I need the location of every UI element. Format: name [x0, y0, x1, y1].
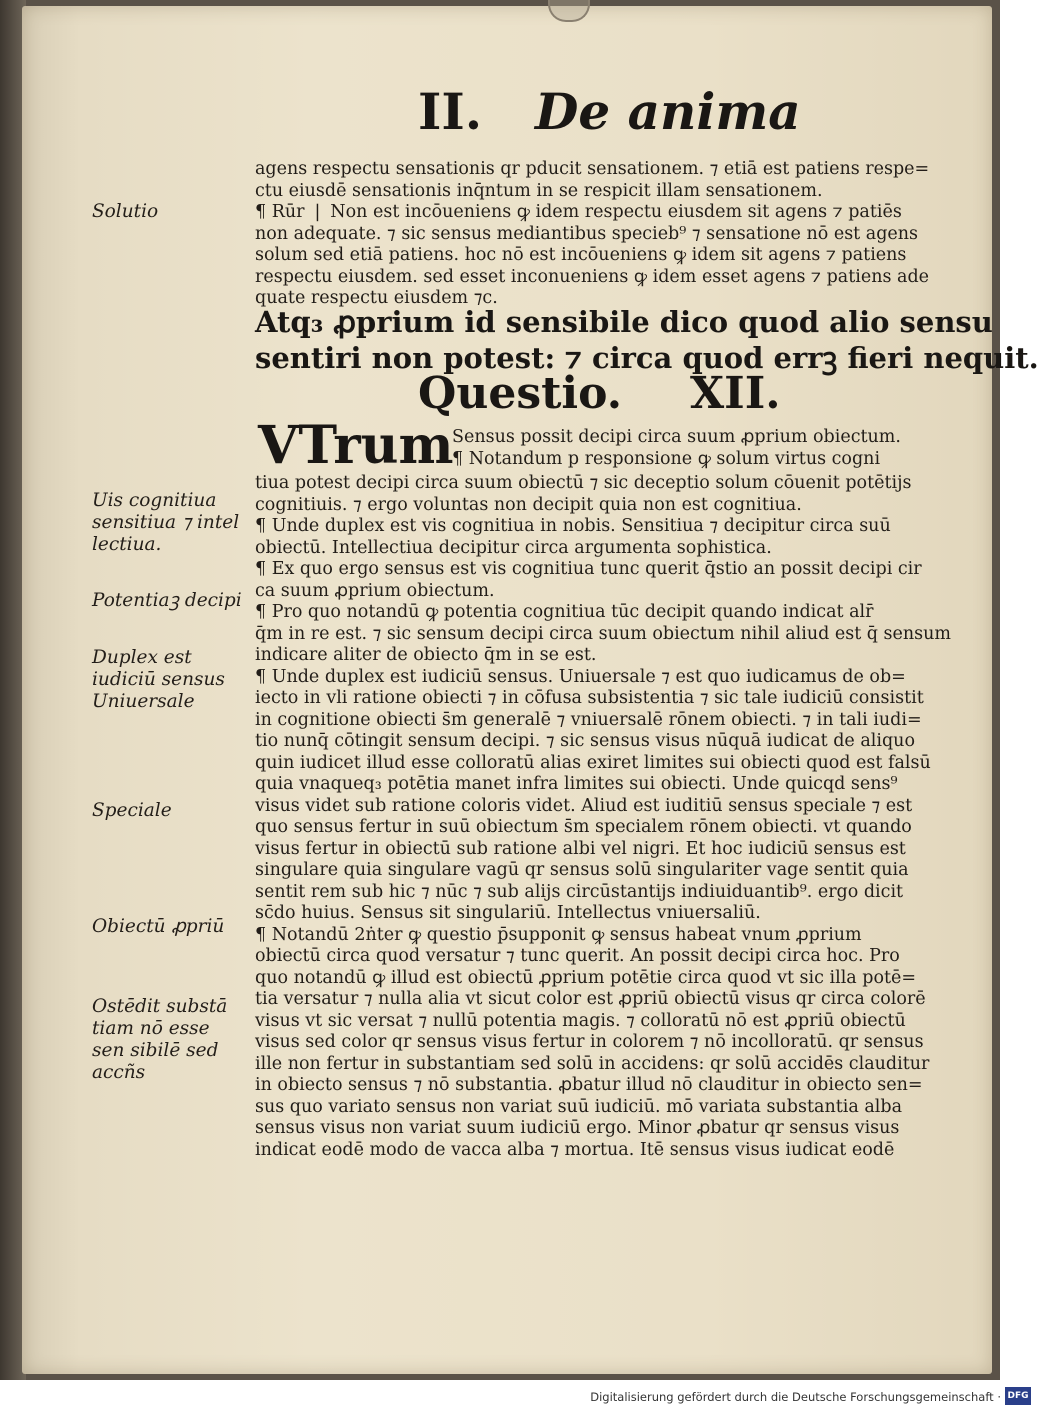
- text-line: sentit rem sub hic ⁊ nūc ⁊ sub alijs circūstantijs indiuiduantib⁹. ergo dicit: [255, 881, 904, 902]
- text-line: non adequate. ⁊ sic sensus mediantibus specieb⁹ ⁊ sensatione nō est agens: [255, 223, 919, 244]
- text-line: sensus visus non variat suum iudiciū ergo. Minor ꝓbatur qr sensus visus: [255, 1118, 900, 1138]
- running-header: [0, 82, 1000, 152]
- question-title: Questio.: [418, 368, 623, 419]
- folio-number: II.: [418, 82, 483, 141]
- text-line: sus quo variato sensus non variat suū iudiciū. mō variata substantia alba: [255, 1096, 903, 1117]
- text-line: ¶ Pro quo notandū ꝙ potentia cognitiua tūc decipit quando indicat alr̄: [255, 602, 874, 622]
- marginal-note-speciale: Speciale: [92, 800, 172, 821]
- marginal-note-duplex: Duplex est iudiciū sensus Uniuersale: [92, 647, 225, 712]
- text-line: ¶ Ex quo ergo sensus est vis cognitiua tunc querit q̄stio an possit decipi cir: [255, 559, 922, 579]
- text-line: in obiecto sensus ⁊ nō substantia. ꝓbatur illud nō clauditur in obiecto sen=: [255, 1075, 923, 1095]
- lemma-line-2: sentiri non potest: ⁊ circa quod errꝫ fieri nequit.: [255, 341, 1039, 375]
- lemma-line-1: Atq₃ ꝓprium id sensibile dico quod alio sensu: [255, 305, 993, 339]
- text-line: indicat eodē modo de vacca alba ⁊ mortua. Itē sensus visus iudicat eodē: [255, 1139, 895, 1160]
- initial-line-2: ¶ Notandum p responsione ꝙ solum virtus cogni: [452, 449, 881, 469]
- text-line: visus fertur in obiectū sub ratione albi vel nigri. Et hoc iudiciū sensus est: [255, 838, 906, 859]
- text-line: tio nunq̄ cōtingit sensum decipi. ⁊ sic sensus visus nūquā iudicat de aliquo: [255, 731, 915, 751]
- text-line: visus videt sub ratione coloris videt. Aliud est iuditiū sensus speciale ⁊ est: [255, 795, 913, 816]
- text-line: quin iudicet illud esse colloratū alias exiret limites sui obiecti quod est falsū: [255, 752, 931, 773]
- text-line: singulare quia singulare vagū qr sensus solū singulariter vage sentit quia: [255, 860, 909, 880]
- text-line: ¶ Unde duplex est vis cognitiua in nobis. Sensitiua ⁊ decipitur circa suū: [255, 516, 891, 536]
- text-line: obiectū circa quod versatur ⁊ tunc querit. An possit decipi circa hoc. Pro: [255, 946, 900, 966]
- running-title: De anima: [535, 82, 801, 141]
- text-line: quo notandū ꝙ illud est obiectū ꝓprium potētie circa quod vt sic illa potē=: [255, 967, 917, 988]
- text-line: agens respectu sensationis qr pducit sensationem. ⁊ etiā est patiens respe=: [255, 159, 930, 179]
- text-line: iecto in vli ratione obiecti ⁊ in cōfusa subsistentia ⁊ sic tale iudiciū consistit: [255, 688, 924, 708]
- initial-word: VTrum: [258, 415, 454, 476]
- text-line: obiectū. Intellectiua decipitur circa argumenta sophistica.: [255, 537, 772, 558]
- text-line: ille non fertur in substantiam sed solū in accidens: qr solū accidēs clauditur: [255, 1053, 930, 1074]
- text-line: visus sed color qr sensus visus fertur in colorem ⁊ nō incolloratū. qr sensus: [255, 1032, 924, 1052]
- text-line: respectu eiusdem. sed esset inconueniens ꝙ idem esset agens ⁊ patiens ade: [255, 266, 930, 287]
- text-line: ¶ Rūr ❘ Non est incōueniens ꝙ idem respectu eiusdem sit agens ⁊ patiēs: [255, 202, 902, 222]
- marginal-note-potentiam: Potentiaꝫ decipi: [92, 590, 242, 611]
- text-line: quo sensus fertur in suū obiectum s̄m specialem rōnem obiecti. vt quando: [255, 817, 912, 837]
- text-line: solum sed etiā patiens. hoc nō est incōueniens ꝙ idem sit agens ⁊ patiens: [255, 245, 907, 265]
- digitization-credit: Digitalisierung gefördert durch die Deutsche Forschungsgemeinschaft ·: [590, 1390, 1001, 1404]
- text-line: indicare aliter de obiecto q̄m in se est.: [255, 645, 597, 665]
- text-line: q̄m in re est. ⁊ sic sensum decipi circa suum obiectum nihil aliud est q̄ sensum: [255, 623, 952, 644]
- text-line: visus vt sic versat ⁊ nullū potentia magis. ⁊ colloratū nō est ꝓpriū obiectū: [255, 1010, 906, 1031]
- text-line: ctu eiusdē sensationis inq̄ntum in se respicit illam sensationem.: [255, 180, 823, 201]
- marginal-note-ostendit: Ostēdit substā tiam nō esse sen sibilē sed accñs: [92, 996, 228, 1083]
- marginal-note-vis-cognitiva: Uis cognitiua sensitiua ⁊ intel lectiua.: [92, 490, 240, 555]
- text-line: quate respectu eiusdem ⁊c.: [255, 288, 498, 308]
- dfg-logo: DFG: [1005, 1387, 1031, 1405]
- text-line: in cognitione obiecti s̄m generalē ⁊ vniuersalē rōnem obiecti. ⁊ in tali iudi=: [255, 709, 922, 730]
- initial-line-1: Sensus possit decipi circa suum ꝓprium obiectum.: [452, 427, 901, 447]
- marginal-note-obiectum: Obiectū ꝓpriū: [92, 916, 225, 937]
- text-line: ¶ Unde duplex est iudiciū sensus. Uniuersale ⁊ est quo iudicamus de ob=: [255, 666, 906, 687]
- question-number: XII.: [690, 368, 781, 419]
- text-line: tia versatur ⁊ nulla alia vt sicut color est ꝓpriū obiectū visus qr circa colorē: [255, 989, 926, 1009]
- text-line: ¶ Notandū 2ṅter ꝙ questio p̄supponit ꝙ sensus habeat vnum ꝓprium: [255, 924, 862, 945]
- text-line: sc̄do huius. Sensus sit singulariū. Intellectus vniuersaliū.: [255, 903, 761, 923]
- text-line: ca suum ꝓprium obiectum.: [255, 580, 495, 601]
- text-line: quia vnaqueq₃ potētia manet infra limites sui obiecti. Unde quicqd sens⁹: [255, 774, 898, 794]
- marginal-note-solutio: Solutio: [92, 201, 159, 222]
- text-line: tiua potest decipi circa suum obiectū ⁊ sic deceptio solum cōuenit potētijs: [255, 473, 912, 493]
- text-line: cognitiuis. ⁊ ergo voluntas non decipit quia non est cognitiua.: [255, 494, 802, 515]
